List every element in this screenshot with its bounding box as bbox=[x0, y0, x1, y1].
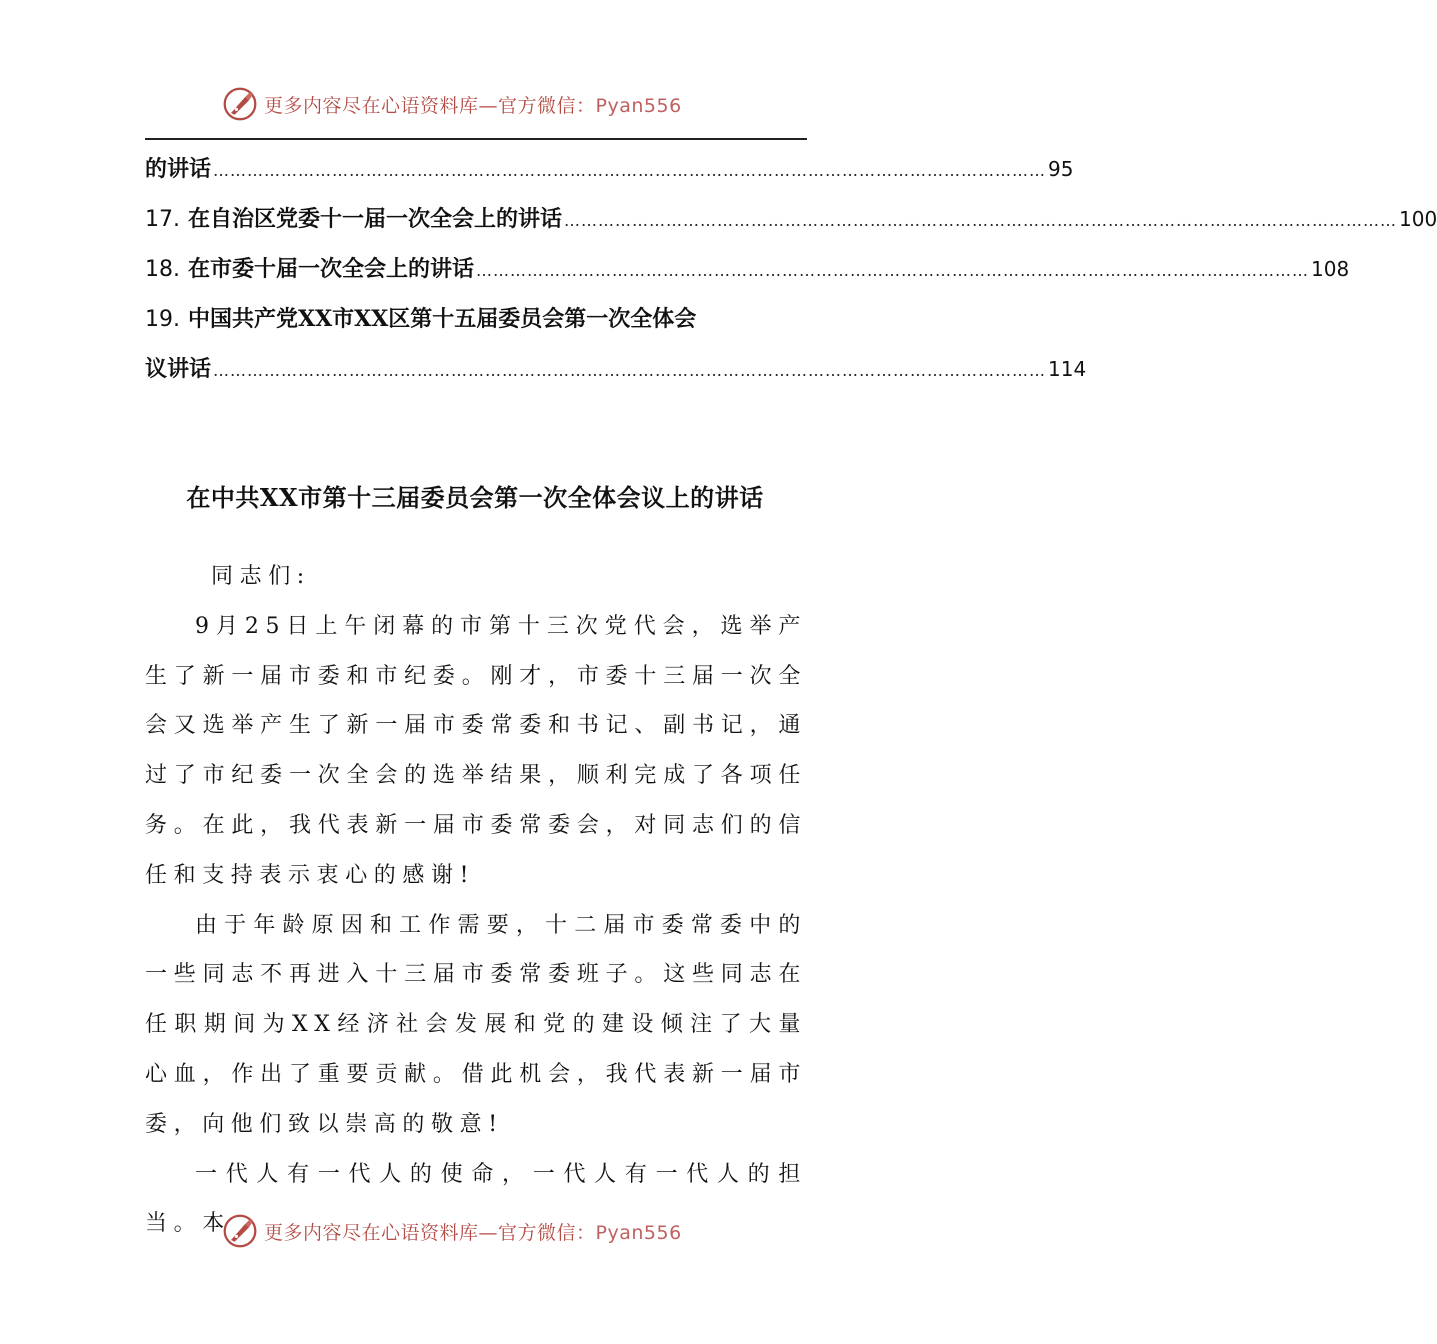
toc-leader-dots: ………………………………………………………………………………………………………………………………… bbox=[213, 361, 1047, 380]
toc-entry-number: 17. bbox=[145, 207, 180, 232]
toc-entry-page: 100 bbox=[1399, 207, 1437, 231]
toc-entry-page: 95 bbox=[1048, 157, 1074, 181]
toc-entry[interactable] bbox=[145, 302, 860, 332]
toc-leader-dots: ………………………………………………………………………………………………………………………………… bbox=[213, 161, 1047, 180]
footer-banner-text: 更多内容尽在心语资料库—官方微信：Pyan556 bbox=[264, 1221, 682, 1244]
toc-entry-title: 在自治区党委十一届一次全会上的讲话 bbox=[188, 206, 563, 232]
section-title: 在中共XX市第十三届委员会第一次全体会议上的讲话 bbox=[186, 483, 764, 512]
toc-entry[interactable] bbox=[145, 202, 1437, 232]
header-banner bbox=[222, 86, 742, 122]
toc-leader-dots: ………………………………………………………………………………………………………………………………… bbox=[476, 261, 1310, 280]
pen-nib-logo-icon bbox=[222, 1213, 258, 1249]
toc-entry-title: 在市委十届一次全会上的讲话 bbox=[188, 256, 475, 282]
toc-entry-number: 18. bbox=[145, 257, 180, 282]
greeting: 同志们: bbox=[211, 564, 311, 589]
toc-entry[interactable] bbox=[145, 252, 1350, 282]
toc-leader-dots: ………………………………………………………………………………………………………………………………… bbox=[564, 211, 1398, 230]
body-paragraph: 一代人有一代人的使命，一代人有一代人的担当。本 bbox=[145, 1161, 807, 1237]
body-paragraph: 由于年龄原因和工作需要，十二届市委常委中的一些同志不再进入十三届市委常委班子。这些同志在任职期间为XX经济社会发展和党的建设倾注了大量心血，作出了重要贡献。借此机会，我代表新一届市委，向他们致以崇高的敬意! bbox=[145, 912, 807, 1137]
pen-nib-logo-icon bbox=[222, 86, 258, 122]
toc-entry[interactable] bbox=[145, 152, 1074, 182]
toc-entry-page: 108 bbox=[1311, 257, 1350, 281]
speech-body bbox=[145, 552, 807, 1249]
toc-entry-title: 中国共产党XX市XX区第十五届委员会第一次全体会 bbox=[188, 306, 697, 332]
body-paragraph: 9月25日上午闭幕的市第十三次党代会，选举产生了新一届市委和市纪委。刚才，市委十三届一次全会又选举产生了新一届市委常委和书记、副书记，通过了市纪委一次全会的选举结果，顺利完成了各项任务。在此，我代表新一届市委常委会，对同志们的信任和支持表示衷心的感谢! bbox=[145, 613, 807, 888]
header-rule bbox=[145, 138, 807, 140]
toc-entry-title: 的讲话 bbox=[145, 156, 212, 182]
toc-entry-page: 114 bbox=[1048, 357, 1087, 381]
header-banner-text: 更多内容尽在心语资料库—官方微信：Pyan556 bbox=[264, 94, 682, 117]
toc-entry-continuation[interactable] bbox=[145, 352, 1087, 382]
toc-entry-title: 议讲话 bbox=[145, 356, 212, 382]
footer-banner bbox=[222, 1213, 742, 1249]
toc-entry-number: 19. bbox=[145, 307, 180, 332]
